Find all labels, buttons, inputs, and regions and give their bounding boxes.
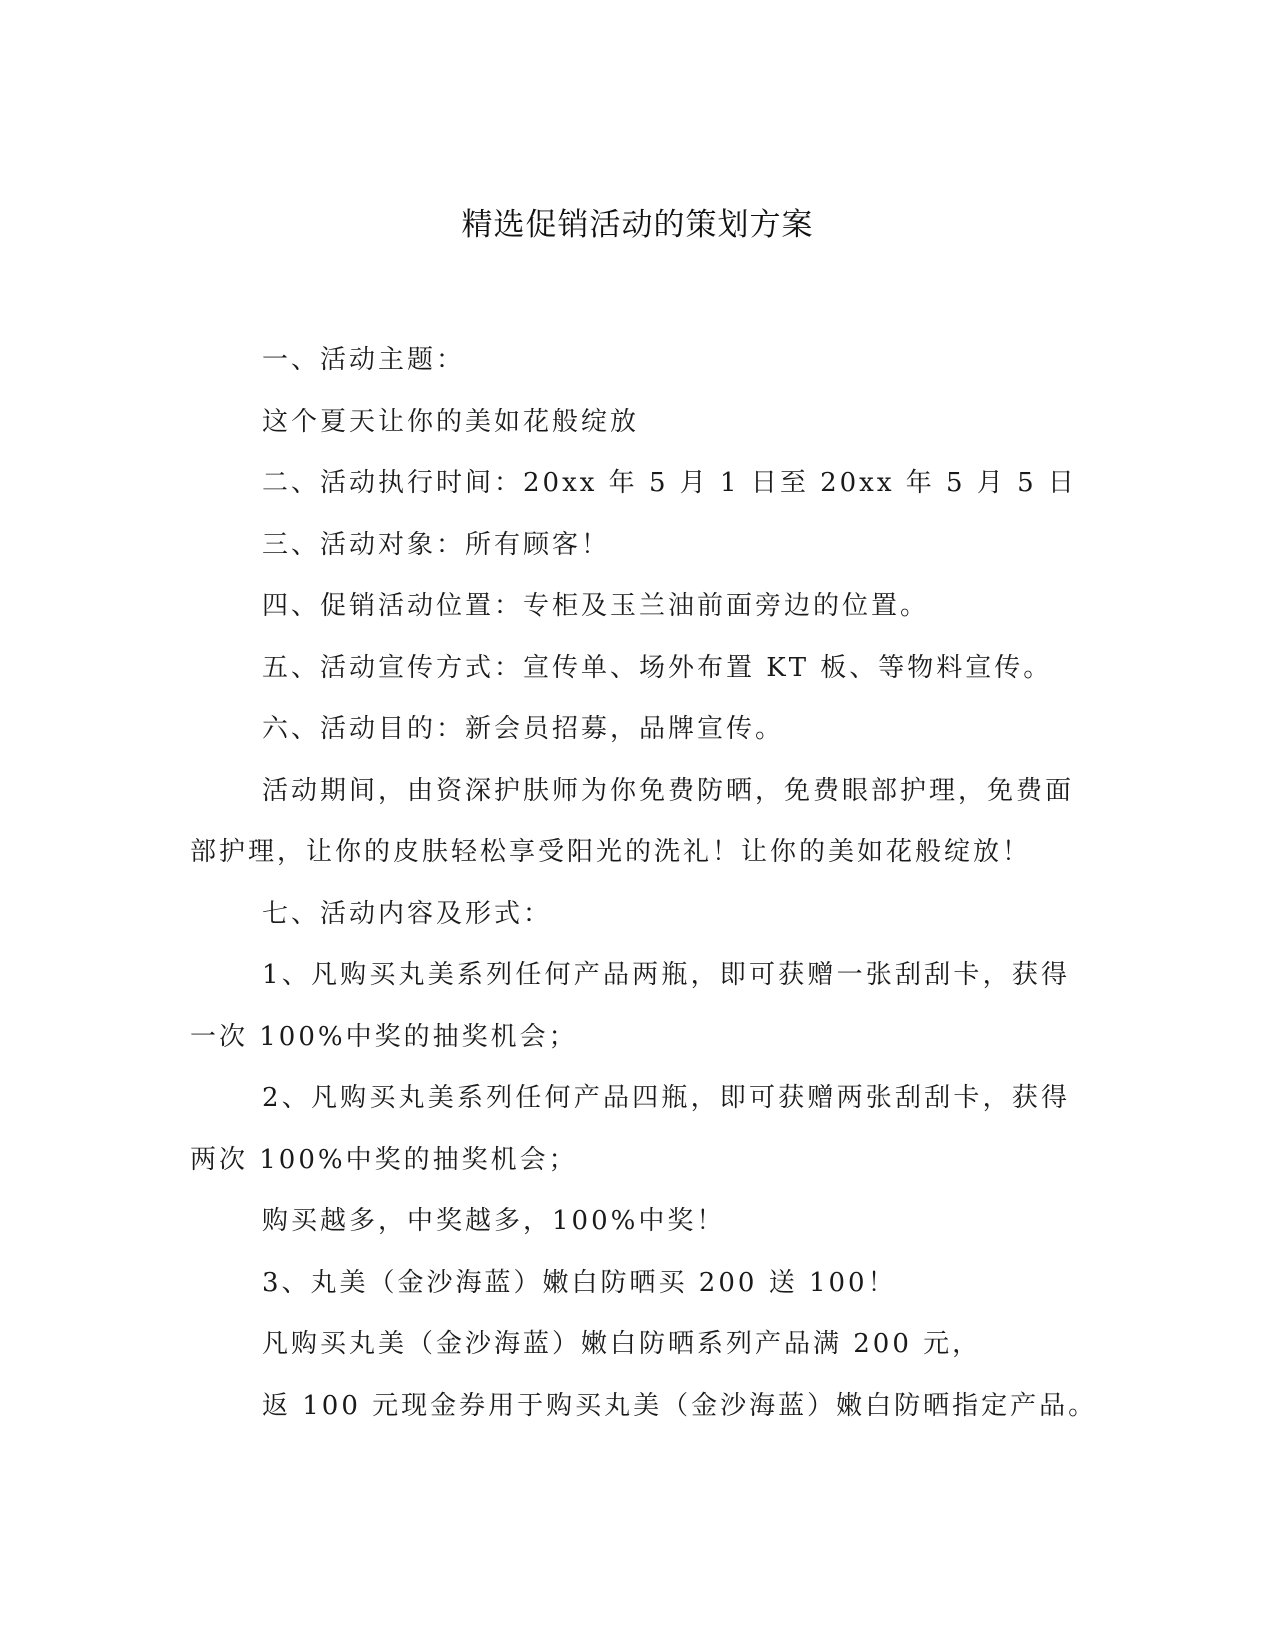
paragraph-line: 3、丸美（金沙海蓝）嫩白防晒买 200 送 100！	[262, 1267, 897, 1298]
paragraph-theme: 这个夏天让你的美如花般绽放	[262, 406, 640, 437]
section-heading-content: 七、活动内容及形式：	[262, 898, 553, 929]
paragraph-line: 部护理，让你的皮肤轻松享受阳光的洗礼！让你的美如花般绽放！	[190, 837, 1032, 867]
section-heading-publicity: 五、活动宣传方式：宣传单、场外布置 KT 板、等物料宣传。	[262, 652, 1053, 683]
paragraph-line: 返 100 元现金券用于购买丸美（金沙海蓝）嫩白防晒指定产品。	[262, 1390, 1098, 1421]
paragraph-line: 一次 100%中奖的抽奖机会；	[190, 1021, 578, 1052]
section-heading-location: 四、促销活动位置：专柜及玉兰油前面旁边的位置。	[262, 591, 930, 621]
section-heading-time: 二、活动执行时间：20xx 年 5 月 1 日至 20xx 年 5 月 5 日	[262, 468, 1077, 498]
paragraph-line: 购买越多，中奖越多，100%中奖！	[262, 1206, 726, 1236]
document-title: 精选促销活动的策划方案	[461, 207, 814, 243]
paragraph-line: 2、凡购买丸美系列任何产品四瓶，即可获赠两张刮刮卡，获得	[262, 1083, 1070, 1113]
paragraph-line: 1、凡购买丸美系列任何产品两瓶，即可获赠一张刮刮卡，获得	[262, 960, 1070, 990]
document-body	[190, 330, 1098, 1437]
section-heading-purpose: 六、活动目的：新会员招募，品牌宣传。	[262, 714, 785, 744]
section-heading-audience: 三、活动对象：所有顾客！	[262, 529, 611, 560]
section-heading-theme: 一、活动主题：	[262, 345, 466, 375]
paragraph-line: 凡购买丸美（金沙海蓝）嫩白防晒系列产品满 200 元，	[262, 1329, 982, 1359]
paragraph-line: 两次 100%中奖的抽奖机会；	[190, 1144, 578, 1175]
paragraph-line: 活动期间，由资深护肤师为你免费防晒，免费眼部护理，免费面	[262, 775, 1075, 806]
